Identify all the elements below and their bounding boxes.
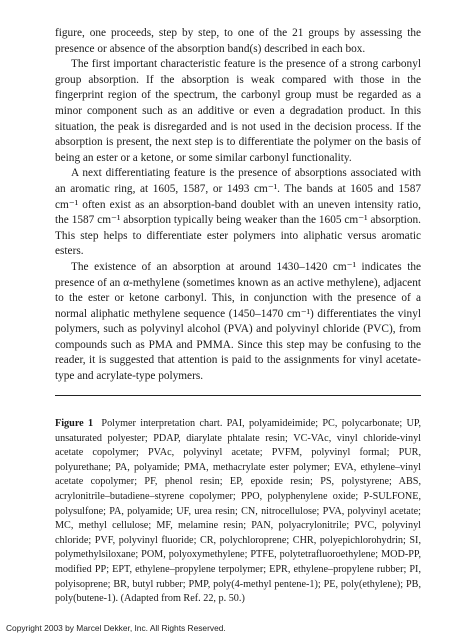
paragraph-2: The first important characteristic feature is the presence of a strong carbonyl group absorption. If the absorption is weak compared with those in the fingerprint region of the spectrum, the carbonyl group must be regarded as a minor component such as an additive or even a degradation product. In this situation, the peak is disregarded and is not used in the decision process. If the absorption is present, the next step is to differentiate the polymer on the basis of being an ester or a ketone, or some similar carbonyl functionality. [55,58,421,164]
figure-caption [55,417,421,607]
paragraph-1: figure, one proceeds, step by step, to one of the 21 groups by assessing the presence or absence of the absorption band(s) described in each box. [55,27,421,55]
paragraph-4: The existence of an absorption at around 1430–1420 cm⁻¹ indicates the presence of an α-methylene (sometimes known as an active methylene), adjacent to the ester or ketone carbonyl. This, in conjunction with the presence of a normal aliphatic methylene sequence (1450–1470 cm⁻¹) differentiates the vinyl polymers, such as polyvinyl alcohol (PVA) and polyvinyl chloride (PVC), from compounds such as PMA and PMMA. Since this step may be confusing to the reader, it is suggested that attention is paid to the assignments for vinyl acetate-type and acrylate-type polymers. [55,260,421,383]
copyright-notice: Copyright 2003 by Marcel Dekker, Inc. All Rights Reserved. [6,623,226,633]
figure-caption-label: Figure 1 [55,418,94,429]
caption-divider [55,395,421,396]
figure-caption-text: Polymer interpretation chart. PAI, polyamideimide; PC, polycarbonate; UP, unsaturated polyester; PDAP, diarylate phtalate resin; VC-VAc, vinyl chloride-vinyl acetate copolymer; PVAc, polyvinyl acetate; PVFM, polyvinyl formal; PUR, polyurethane; PA, polyamide; PMA, methacrylate ester polymer; EVA, ethylene–vinyl acetate copolymer; PF, phenol resin; EP, epoxide resin; PS, polystyrene; ABS, acrylonitrile–butadiene–styrene copolymer; PPO, polyphenylene oxide; P-SULFONE, polysulfone; PA, polyamide; UF, urea resin; CN, nitrocellulose; PVA, polyvinyl acetate; MC, methyl cellulose; MF, melamine resin; PAN, polyacrylonitrile; PVC, polyvinyl chloride; PVF, polyvinyl fluoride; CR, polychloroprene; CHR, polyepichlorohydrin; SI, polymethylsiloxane; POM, polyoxymethylene; PTFE, polytetrafluoroethylene; MOD-PP, modified PP; EPT, ethylene–propylene terpolymer; EPR, ethylene–propylene rubber; PI, polyisoprene; BR, butyl rubber; PMP, poly(4-methyl pentene-1); PE, poly(ethylene); PB, poly(butene-1). (Adapted from Ref. 22, p. 50.) [55,418,421,605]
body-text [55,26,421,385]
paragraph-3: A next differentiating feature is the presence of absorptions associated with an aromatic ring, at 1605, 1587, or 1493 cm⁻¹. The bands at 1605 and 1587 cm⁻¹ often exist as an absorption-band doublet with an uneven intensity ratio, the 1587 cm⁻¹ absorption typically being weaker than the 1605 cm⁻¹ absorption. This step helps to differentiate ester polymers into aliphatic versus aromatic esters. [55,167,421,258]
